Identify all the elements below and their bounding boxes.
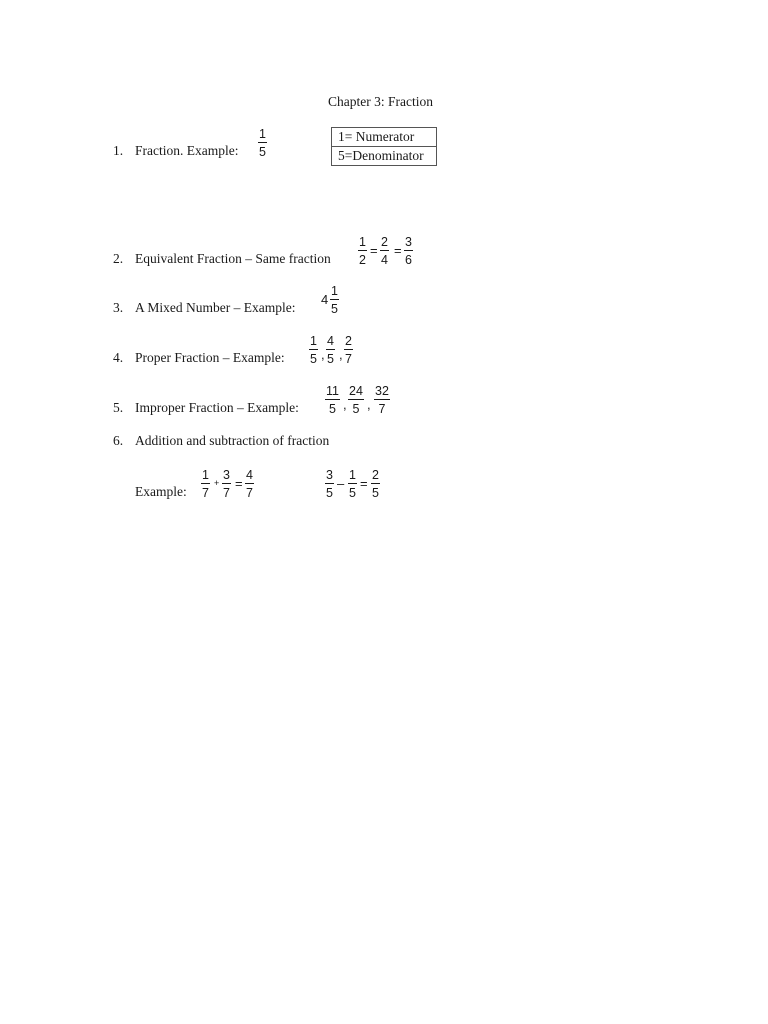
denominator: 5 <box>349 486 356 500</box>
equals-sign: = <box>360 476 368 491</box>
addition-fraction-2 <box>222 468 231 500</box>
proper-fraction-3 <box>344 334 353 366</box>
improper-fraction-3 <box>374 384 390 416</box>
numerator: 2 <box>381 235 388 249</box>
numerator: 32 <box>375 384 389 398</box>
equivalent-fraction-1 <box>358 235 367 267</box>
mixed-number-fraction <box>330 284 339 316</box>
equivalent-fraction-3 <box>404 235 413 267</box>
numerator: 3 <box>326 468 333 482</box>
subtraction-fraction-1 <box>325 468 334 500</box>
comma: , <box>321 347 325 362</box>
numerator: 3 <box>405 235 412 249</box>
subtraction-result <box>371 468 380 500</box>
improper-fraction-1 <box>325 384 340 416</box>
item-1-number: 1. <box>113 143 124 158</box>
denominator: 5 <box>331 302 338 316</box>
item-6-text: Addition and subtraction of fraction <box>135 433 330 448</box>
denominator: 5 <box>327 352 334 366</box>
equals-sign: = <box>235 476 243 491</box>
denominator: 7 <box>246 486 253 500</box>
item-2-text: Equivalent Fraction – Same fraction <box>135 251 331 266</box>
equals-sign: = <box>394 243 402 258</box>
denominator: 5 <box>259 145 266 159</box>
denominator: 5 <box>329 402 336 416</box>
fraction-example <box>258 127 267 159</box>
item-3-text: A Mixed Number – Example: <box>135 300 296 315</box>
denominator: 7 <box>345 352 352 366</box>
proper-fraction-1 <box>309 334 318 366</box>
equals-sign: = <box>370 243 378 258</box>
item-2-number: 2. <box>113 251 124 266</box>
box-row-denominator: 5=Denominator <box>332 146 436 165</box>
denominator: 5 <box>310 352 317 366</box>
numerator-denominator-box <box>331 127 437 166</box>
equivalent-fraction-2 <box>380 235 389 267</box>
denominator: 7 <box>378 402 386 416</box>
plus-sign: + <box>214 478 220 488</box>
numerator: 2 <box>372 468 379 482</box>
denominator: 5 <box>326 486 333 500</box>
numerator: 11 <box>326 384 339 398</box>
denominator: 7 <box>202 486 209 500</box>
comma: , <box>367 397 371 412</box>
item-1-text: Fraction. Example: <box>135 143 239 158</box>
denominator: 2 <box>359 253 366 267</box>
minus-sign: – <box>337 476 345 491</box>
denominator: 5 <box>352 402 360 416</box>
denominator: 7 <box>223 486 230 500</box>
numerator: 1 <box>359 235 366 249</box>
item-4-text: Proper Fraction – Example: <box>135 350 285 365</box>
example-label: Example: <box>135 484 187 499</box>
numerator: 4 <box>246 468 253 482</box>
item-4-number: 4. <box>113 350 124 365</box>
item-6-number: 6. <box>113 433 124 448</box>
numerator: 1 <box>331 284 338 298</box>
comma: , <box>343 397 347 412</box>
numerator: 1 <box>202 468 209 482</box>
mixed-number-whole: 4 <box>321 292 329 307</box>
numerator: 1 <box>349 468 356 482</box>
box-row-numerator: 1= Numerator <box>338 129 415 144</box>
addition-fraction-1 <box>201 468 210 500</box>
numerator: 1 <box>259 127 266 141</box>
item-3-number: 3. <box>113 300 124 315</box>
subtraction-fraction-2 <box>348 468 357 500</box>
improper-fraction-2 <box>348 384 364 416</box>
page-title: Chapter 3: Fraction <box>328 94 433 109</box>
addition-result <box>245 468 254 500</box>
proper-fraction-2 <box>326 334 335 366</box>
denominator: 5 <box>372 486 379 500</box>
numerator: 4 <box>327 334 334 348</box>
denominator: 6 <box>405 253 412 267</box>
comma: , <box>339 347 343 362</box>
numerator: 3 <box>223 468 230 482</box>
item-5-number: 5. <box>113 400 124 415</box>
numerator: 24 <box>349 384 363 398</box>
numerator: 2 <box>345 334 352 348</box>
denominator: 4 <box>381 253 388 267</box>
numerator: 1 <box>310 334 317 348</box>
item-5-text: Improper Fraction – Example: <box>135 400 299 415</box>
